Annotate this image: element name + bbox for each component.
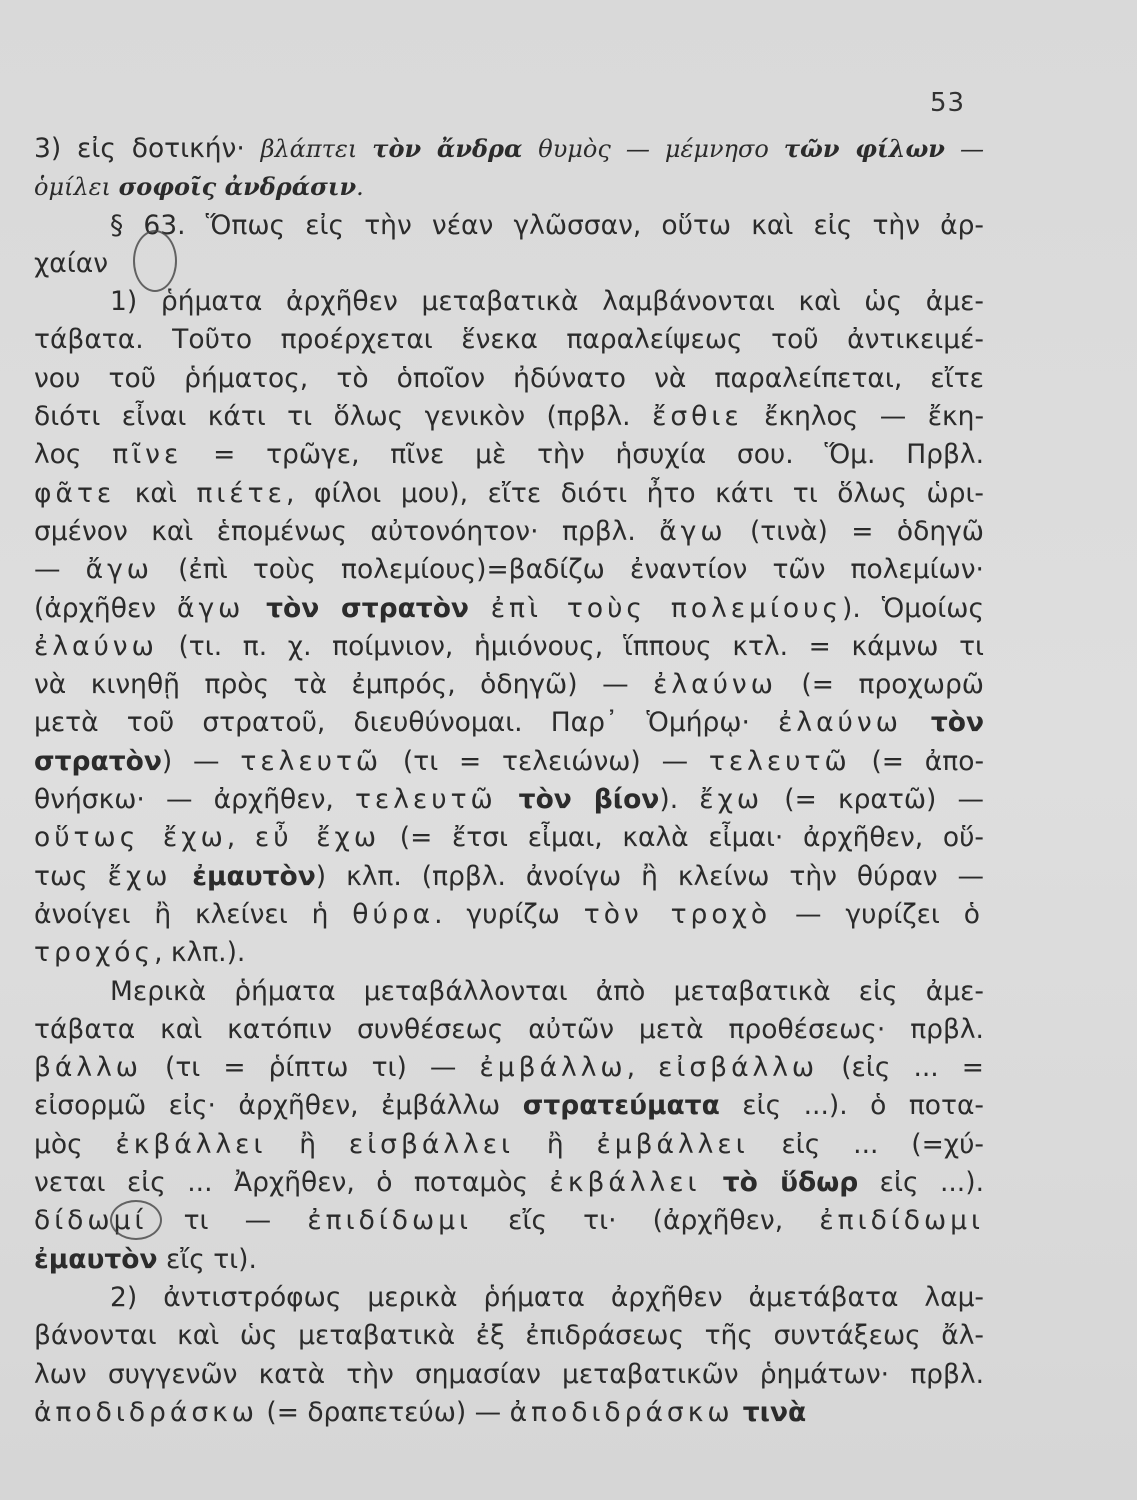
text-run: (= ἀπο- (850, 745, 985, 777)
text-run: τὸν στρατὸν (244, 592, 491, 624)
pencil-circle-mark (110, 1200, 162, 1240)
text-run: λος (34, 439, 113, 471)
text-run: . (356, 173, 364, 202)
text-run: τὸν (901, 707, 985, 739)
text-run: εἰσβάλλει (348, 1128, 514, 1160)
text-line (34, 896, 984, 934)
text-run: — (944, 135, 985, 163)
text-run: (= κρατῶ) — (763, 784, 984, 816)
text-run: ἢ (266, 1128, 349, 1160)
text-run: (= δραπετεύω) — (257, 1396, 510, 1428)
text-run: ἐπιδίδωμι (307, 1205, 472, 1237)
text-run: (τι = ῥίπτω τι) — (141, 1052, 480, 1084)
text-run: ἄγω (177, 592, 245, 624)
text-line (34, 168, 984, 206)
text-run: καὶ (115, 477, 197, 509)
text-run: ). Ὁμοίως (842, 592, 984, 624)
text-run: εἰσορμῶ εἰς· ἀρχῆθεν, ἐμβάλλω (34, 1090, 523, 1122)
text-run: ἐπὶ τοὺς πολεμίους (490, 592, 843, 624)
text-run: ἢ (514, 1128, 597, 1160)
text-run: πιέτε (196, 477, 286, 509)
pencil-circle-mark (133, 230, 177, 292)
text-run: 3) εἰς δοτικήν· (34, 133, 261, 164)
text-line (34, 1164, 984, 1202)
text-line (34, 551, 984, 589)
text-run: , (226, 822, 255, 854)
text-run: θνήσκω· — ἀρχῆθεν, (34, 784, 355, 816)
text-run: βάλλω (34, 1052, 142, 1084)
page-number: 53 (930, 88, 966, 118)
text-run: τὸ ὕδωρ (700, 1167, 859, 1199)
text-run: θυμὸς — μέμνησο (538, 135, 784, 163)
text-run: 1) ῥήματα ἀρχῆθεν μεταβατικὰ λαμβάνονται καὶ ὡς ἀμε- (110, 286, 984, 318)
text-line (34, 436, 984, 474)
body-text (34, 130, 984, 1432)
text-run: σμένον καὶ ἑπομένως αὐτονόητον· πρβλ. (34, 515, 660, 547)
text-run: ). (659, 784, 700, 816)
text-line (34, 475, 984, 513)
text-run: (τι = τελειώνω) — (382, 745, 709, 777)
text-run: τροχός (34, 937, 155, 969)
text-run: τῶν φίλων (783, 134, 945, 163)
text-run: λων συγγενῶν κατὰ τὴν σημασίαν μεταβατικῶν ῥημάτων· πρβλ. (34, 1358, 984, 1390)
text-line (34, 360, 984, 398)
text-line (34, 1394, 984, 1432)
text-line (34, 743, 984, 781)
text-run: τελευτῶ (708, 745, 851, 777)
text-line (34, 1011, 984, 1049)
text-run: τὸν τροχὸ (583, 898, 772, 930)
text-run: , (626, 1052, 659, 1084)
text-run: — γυρίζει (771, 898, 964, 930)
text-line (34, 513, 984, 551)
text-run: ἔχω (107, 860, 172, 892)
text-line (34, 283, 984, 321)
text-run: εἰσβάλλω (658, 1052, 819, 1084)
text-run: ἀποδιδράσκω (34, 1396, 258, 1428)
text-run: στρατεύματα (522, 1090, 720, 1122)
text-run: θύρα (352, 898, 435, 930)
text-line (34, 130, 984, 168)
text-run: = τρῶγε, πῖνε μὲ τὴν ἡσυχία σου. Ὅμ. Πρβλ. (182, 439, 985, 471)
text-line (34, 398, 984, 436)
text-run: ἐπιδίδωμι (819, 1205, 984, 1237)
text-run: (= ἔτσι εἶμαι, καλὰ εἶμαι· ἀρχῆθεν, οὕ- (380, 822, 984, 854)
text-run: στρατὸν (34, 745, 162, 777)
text-run: § 63. Ὅπως εἰς τὴν νέαν γλῶσσαν, οὕτω καὶ εἰς τὴν ἀρ- (110, 209, 984, 241)
text-line (34, 704, 984, 742)
text-run: βάνονται καὶ ὡς μεταβατικὰ ἐξ ἐπιδράσεως τῆς συντάξεως ἄλ- (34, 1320, 984, 1352)
text-run: (εἰς ... = (818, 1052, 984, 1084)
text-run: Μερικὰ ῥήματα μεταβάλλονται ἀπὸ μεταβατικὰ εἰς ἀμε- (110, 975, 984, 1007)
text-run: φᾶτε (34, 477, 116, 509)
text-run: εἴς τι). (157, 1243, 257, 1275)
text-line (34, 1087, 984, 1125)
text-run: μὸς (34, 1128, 116, 1160)
text-run: διότι εἶναι κάτι τι ὅλως γενικὸν (πρβλ. (34, 401, 653, 433)
text-run: (= προχωρῶ (776, 669, 984, 701)
text-line (34, 207, 984, 245)
text-run: δίδωμί (34, 1205, 148, 1237)
text-run: εἴς τι· (ἀρχῆθεν, (472, 1205, 820, 1237)
text-run: (τι. π. χ. ποίμνιον, ἡμιόνους, ἵππους κτλ. = κάμνω τι (157, 630, 984, 662)
text-line (34, 1049, 984, 1087)
text-run: ἐλαύνω (653, 669, 777, 701)
text-run: εἰς ... (=χύ- (748, 1128, 984, 1160)
text-line (34, 1126, 984, 1164)
text-run: μετὰ τοῦ στρατοῦ, διευθύνομαι. Παρ᾽ Ὁμήρῳ· (34, 707, 779, 739)
text-run: — (34, 554, 86, 586)
text-run: (ἀρχῆθεν (34, 592, 178, 624)
text-run: τελευτῶ (354, 784, 497, 816)
text-line (34, 1241, 984, 1279)
text-run: εἰς ...). (858, 1167, 984, 1199)
text-run: (τινὰ) = ὁδηγῶ (726, 515, 984, 547)
text-line (34, 781, 984, 819)
text-run: ἐκβάλλει (549, 1167, 701, 1199)
text-line (34, 666, 984, 704)
text-run: ) — (161, 745, 241, 777)
text-run: , φίλοι μου), εἴτε διότι ἦτο κάτι τι ὅλως ὡρι- (285, 477, 984, 509)
text-run: τινὰ (733, 1396, 807, 1428)
text-run: τάβατα. Τοῦτο προέρχεται ἕνεκα παραλείψεως τοῦ ἀντικειμέ- (34, 324, 984, 356)
text-run: τελευτῶ (240, 745, 383, 777)
text-run: ὁμίλει (34, 173, 119, 202)
text-run: σοφοῖς ἀνδράσιν (118, 172, 357, 202)
text-run: ἐκβάλλει (115, 1128, 267, 1160)
text-run: ἐλαύνω (34, 630, 158, 662)
text-line (34, 1279, 984, 1317)
text-run: ἐμβάλλω (479, 1052, 627, 1084)
text-run: τι — (147, 1205, 308, 1237)
text-run: νου τοῦ ῥήματος, τὸ ὁποῖον ἠδύνατο νὰ παραλείπεται, εἴτε (34, 362, 984, 394)
text-run: τὸν ἄνδρα (372, 134, 539, 163)
text-run: (ἐπὶ τοὺς πολεμίους)=βαδίζω ἐναντίον τῶν πολεμίων· (152, 554, 984, 586)
text-line (34, 321, 984, 359)
text-run: ἀνοίγει ἢ κλείνει ἡ (34, 898, 353, 930)
text-run: τως (34, 860, 108, 892)
text-run: νεται εἰς ... Ἀρχῆθεν, ὁ ποταμὸς (34, 1167, 550, 1199)
text-line (34, 858, 984, 896)
text-run: τάβατα καὶ κατόπιν συνθέσεως αὐτῶν μετὰ προθέσεως· πρβλ. (34, 1013, 984, 1045)
text-run: ) κλπ. (πρβλ. ἀνοίγω ἢ κλείνω τὴν θύραν — (315, 860, 985, 892)
text-run: ἐλαύνω (778, 707, 902, 739)
text-run: ἄγω (85, 554, 153, 586)
text-line (34, 819, 984, 857)
text-run: ἐμαυτὸν (171, 860, 316, 892)
text-run: ἐμβάλλει (596, 1128, 749, 1160)
text-line (34, 1356, 984, 1394)
text-line (34, 1317, 984, 1355)
text-run: τὸν βίον (496, 784, 660, 816)
text-run: πῖνε (112, 439, 183, 471)
text-run: ἐμαυτὸν (34, 1243, 158, 1275)
text-line (34, 1202, 984, 1240)
text-run: βλάπτει (260, 135, 373, 163)
text-run: . γυρίζω (434, 898, 584, 930)
text-line (34, 934, 984, 972)
text-run: νὰ κινηθῇ πρὸς τὰ ἐμπρός, ὁδηγῶ) — (34, 669, 654, 701)
text-run: χαίαν (34, 247, 109, 279)
text-run: οὕτως ἔχω (34, 822, 227, 854)
text-line (34, 590, 984, 628)
text-run: εὖ ἔχω (254, 822, 381, 854)
text-run: ἔκηλος — ἔκη- (742, 401, 985, 433)
text-run: ἄγω (659, 515, 727, 547)
text-run: 2) ἀντιστρόφως μερικὰ ῥήματα ἀρχῆθεν ἀμετάβατα λαμ- (110, 1281, 984, 1313)
text-run: ἀποδιδράσκω (509, 1396, 734, 1428)
text-run: ὁ (963, 898, 985, 930)
text-run: ἔχω (699, 784, 764, 816)
text-line (34, 973, 984, 1011)
text-run: ἔσθιε (652, 401, 743, 433)
text-line (34, 628, 984, 666)
text-run: , κλπ.). (154, 937, 246, 969)
text-run: εἰς ...). ὁ ποτα- (719, 1090, 984, 1122)
